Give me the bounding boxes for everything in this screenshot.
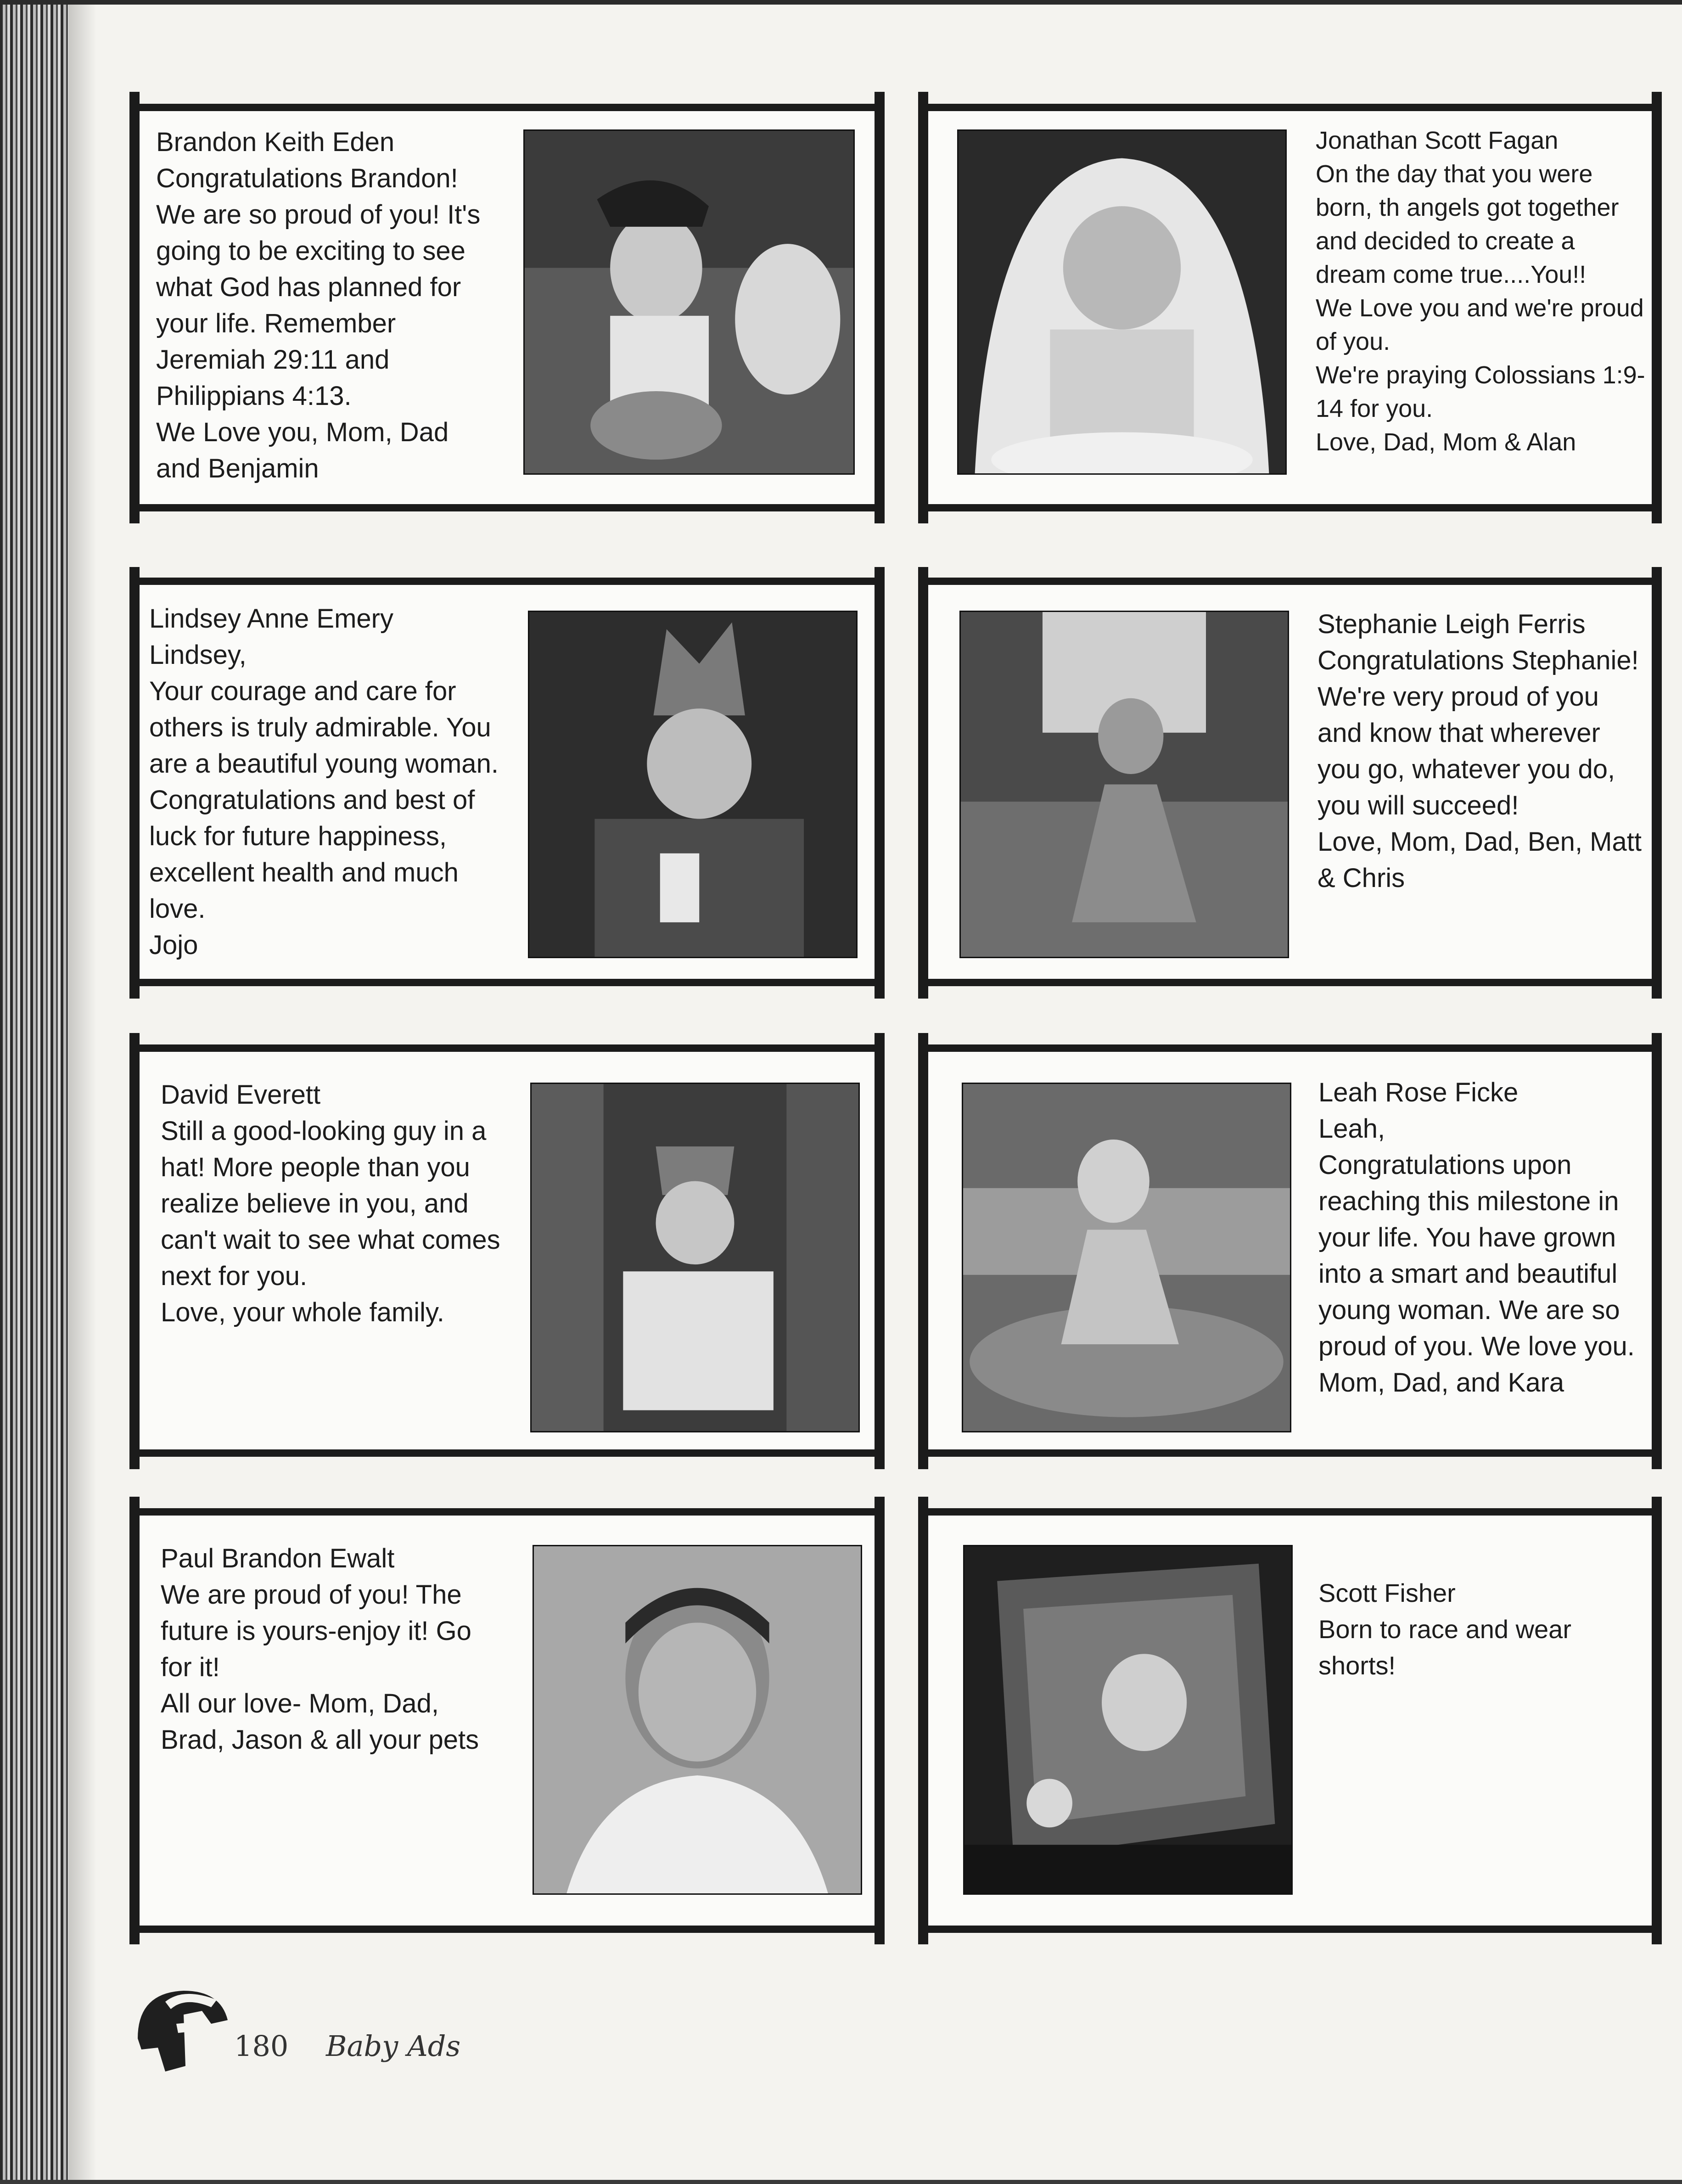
ad-message: Your courage and care for others is truly admirable. You are a beautiful young woman. Congratulations and best of luck for future happiness, excellent health and much love. xyxy=(149,676,499,924)
frame-post xyxy=(1652,567,1662,999)
frame-post xyxy=(1652,1497,1662,1944)
frame-post xyxy=(875,1033,885,1469)
ad-message: On the day that you were born, th angels got together and decided to create a dream come true....You!! xyxy=(1316,160,1619,288)
ad-message: We are proud of you! The future is yours-enjoy it! Go for it! xyxy=(161,1580,471,1682)
ad-signature: We Love you, Mom, Dad and Benjamin xyxy=(156,417,449,483)
page-bottom-edge xyxy=(0,2180,1682,2184)
frame-post xyxy=(918,92,928,523)
page-top-edge xyxy=(0,0,1682,5)
ad-message: Born to race and wear shorts! xyxy=(1318,1615,1571,1680)
ad-name: Stephanie Leigh Ferris xyxy=(1318,609,1586,639)
ad-signature: Mom, Dad, and Kara xyxy=(1318,1368,1564,1398)
child-photo-image xyxy=(529,612,856,957)
ad-photo xyxy=(963,1545,1293,1895)
ad-photo xyxy=(523,129,855,475)
ad-photo xyxy=(533,1545,862,1895)
boy-portrait-image xyxy=(534,1546,861,1893)
ad-text xyxy=(1316,124,1646,459)
ad-text xyxy=(149,601,503,963)
spine-shadow xyxy=(69,0,96,2184)
ad-text xyxy=(156,124,496,487)
ad-text xyxy=(1318,606,1648,896)
frame-post xyxy=(875,92,885,523)
frame-post xyxy=(129,1497,140,1944)
frame-post xyxy=(918,1497,928,1944)
ad-signature: Love, Mom, Dad, Ben, Matt & Chris xyxy=(1318,827,1642,893)
frame-post xyxy=(129,92,140,523)
ad-text xyxy=(1318,1074,1644,1401)
baby-photo-image xyxy=(525,131,853,473)
ad-text xyxy=(161,1540,500,1758)
ad-message: Congratulations Brandon! We are so proud of you! It's going to be exciting to see what God has planned for your life. Remember Jeremiah 29:11 and Philippians 4:13. xyxy=(156,163,481,411)
frame-post xyxy=(1652,92,1662,523)
frame-post xyxy=(918,567,928,999)
ad-name: Brandon Keith Eden xyxy=(156,127,395,157)
ad-message: We Love you and we're proud of you. xyxy=(1316,294,1644,355)
ad-name: Paul Brandon Ewalt xyxy=(161,1544,395,1573)
ad-message: Leah, xyxy=(1318,1114,1385,1144)
ad-name: Leah Rose Ficke xyxy=(1318,1078,1519,1107)
ad-message: We're praying Colossians 1:9-14 for you. xyxy=(1316,361,1645,422)
frame-post xyxy=(918,1033,928,1469)
frame-post xyxy=(129,567,140,999)
frame-post xyxy=(875,567,885,999)
ad-message: Still a good-looking guy in a hat! More people than you realize believe in you, and can't wait to see what comes next for you. xyxy=(161,1116,500,1291)
ad-photo xyxy=(530,1083,860,1432)
ad-name: Scott Fisher xyxy=(1318,1578,1456,1607)
page-number: 180 xyxy=(234,2029,289,2063)
ad-signature: All our love- Mom, Dad, Brad, Jason & all your pets xyxy=(161,1689,479,1755)
page-footer xyxy=(129,1983,542,2075)
ad-photo xyxy=(962,1083,1291,1432)
ad-message: Congratulations Stephanie! We're very proud of you and know that wherever you go, whatever you do, you will succeed! xyxy=(1318,646,1639,820)
ad-name: David Everett xyxy=(161,1080,321,1110)
ad-photo xyxy=(957,129,1287,475)
section-title: Baby Ads xyxy=(326,2029,461,2063)
ad-message: Lindsey, xyxy=(149,640,247,670)
frame-post xyxy=(129,1033,140,1469)
ad-message: Congratulations upon reaching this milestone in your life. You have grown into a smart and beautiful young woman. We are so proud of you. We love you. xyxy=(1318,1150,1635,1361)
ad-signature: Jojo xyxy=(149,930,198,960)
ad-photo xyxy=(528,611,858,958)
spartan-helmet-icon xyxy=(129,1983,239,2075)
ad-text xyxy=(161,1077,500,1331)
ad-name: Jonathan Scott Fagan xyxy=(1316,127,1559,154)
ad-name: Lindsey Anne Emery xyxy=(149,604,393,634)
baby-photo-image xyxy=(963,1084,1290,1431)
ad-signature: Love, your whole family. xyxy=(161,1297,444,1327)
book-spine xyxy=(0,0,69,2184)
frame-post xyxy=(1652,1033,1662,1469)
baby-photo-image xyxy=(959,131,1285,473)
toddler-photo-image xyxy=(532,1084,858,1431)
car-toddler-image xyxy=(964,1546,1291,1893)
baby-photo-image xyxy=(961,612,1288,957)
frame-post xyxy=(875,1497,885,1944)
ad-photo xyxy=(959,611,1289,958)
ad-signature: Love, Dad, Mom & Alan xyxy=(1316,428,1576,456)
ad-text xyxy=(1318,1575,1649,1684)
